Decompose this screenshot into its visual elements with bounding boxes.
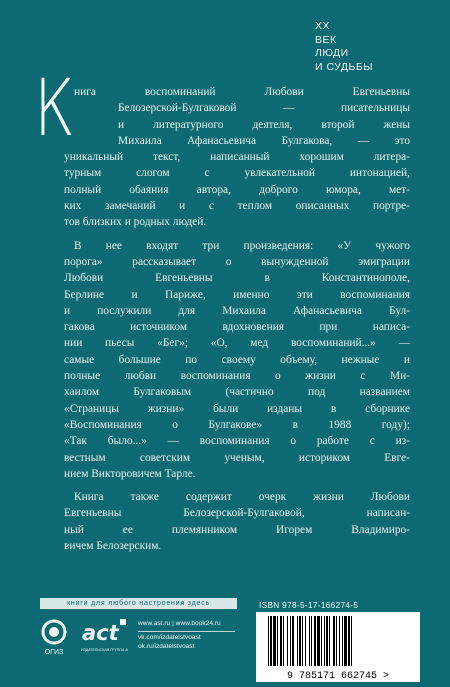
barcode-bar	[311, 616, 312, 666]
publisher-links	[138, 618, 235, 651]
barcode-bar	[277, 616, 278, 666]
text-line: Любови Евгеньевны в Константинополе,	[64, 272, 410, 285]
ogiz-logo-label: ОГИЗ	[44, 649, 64, 656]
text-line: турным слогом с увлекательной интонацией,	[64, 167, 410, 180]
paragraph-3	[64, 489, 410, 554]
text-line: ких замечаний и с теплом описанных портре-	[64, 200, 410, 213]
series-line-2: ВЕК	[315, 33, 337, 46]
text-line: ный ее племянником Игорем Владимиро-	[64, 523, 410, 536]
barcode-digits: 9 785171 662745 >	[286, 671, 390, 682]
barcode-bar	[280, 616, 282, 666]
text-line: и послужили для Михаила Афанасьевича Бул-	[64, 304, 410, 317]
slogan-banner: книги для любого настроения здесь	[40, 598, 237, 609]
text-line: Белозерской-Булгаковой — писательницы	[118, 102, 410, 115]
barcode-bar	[305, 616, 306, 666]
text-line: «Воспоминания о Булгакове» в 1988 году);	[64, 418, 410, 431]
text-line: Берлине и Париже, именно эти воспоминания	[64, 288, 410, 301]
annotation-text	[64, 84, 410, 554]
text-line: Евгеньевны Белозерской-Булгаковой, написан-	[64, 507, 410, 520]
ast-logo	[80, 618, 128, 658]
text-line: полный обаяния автора, доброго юмора, мет-	[64, 183, 410, 196]
text-line: хаилом Булгаковым (частично под названием	[64, 386, 410, 399]
barcode-bar	[344, 616, 347, 666]
barcode-bar	[348, 616, 350, 666]
barcode-bar	[326, 616, 328, 666]
isbn-label: ISBN 978-5-17-166274-5	[259, 600, 359, 610]
barcode-bar	[290, 616, 291, 666]
paragraph-2	[64, 238, 410, 482]
text-line: Книга также содержит очерк жизни Любови	[74, 491, 410, 504]
barcode-bar	[333, 616, 335, 666]
text-line: тов близких и родных людей.	[64, 216, 207, 229]
barcode-bar	[329, 616, 330, 666]
text-line: гакова источником вдохновения при написа-	[64, 321, 410, 334]
text-line: В нее входят три произведения: «У чужого	[74, 239, 410, 252]
series-line-3: ЛЮДИ	[315, 47, 349, 59]
vk-link[interactable]: vk.com/izdatelstvoast	[138, 634, 201, 641]
text-line: самые большие по своему объему, нежные и	[64, 353, 410, 366]
barcode-bar	[287, 616, 288, 666]
text-line: уникальный текст, написанный хорошим литера-	[64, 151, 410, 164]
barcode-bar	[342, 616, 343, 666]
text-line: «Так было...» — воспоминания о работе с из-	[64, 435, 410, 448]
paragraph-1	[64, 84, 410, 231]
barcode-bar	[270, 616, 272, 666]
website-link[interactable]: www.ast.ru | www.book24.ru	[138, 620, 221, 627]
ast-logo-label: act	[82, 621, 119, 645]
text-line: «Страницы жизни» были изданы в сборнике	[64, 402, 410, 415]
text-line: нием Викторовичем Тарле.	[64, 467, 196, 480]
barcode-bar	[321, 616, 322, 666]
barcode-bar	[283, 616, 284, 666]
barcode	[256, 612, 420, 682]
text-line: и литературного деятеля, второй жены	[118, 118, 410, 131]
text-line: вичем Белозерским.	[64, 540, 162, 553]
ok-link[interactable]: ok.ru/izdatelstvoast	[138, 643, 195, 650]
text-line: нига воспоминаний Любови Евгеньевны	[74, 86, 410, 98]
barcode-bar	[351, 616, 352, 666]
drop-cap: К	[34, 64, 75, 154]
barcode-bar	[302, 616, 303, 666]
barcode-bar	[314, 616, 316, 666]
series-line-1: XX	[315, 20, 331, 32]
barcode-bar	[339, 616, 340, 666]
barcode-bar	[299, 616, 301, 666]
barcode-bar	[273, 616, 276, 666]
ogiz-logo	[40, 618, 72, 658]
barcode-block	[256, 600, 420, 682]
divider	[138, 631, 235, 632]
text-line: полные любви воспоминания о жизни с Ми-	[64, 370, 410, 383]
barcode-bar	[292, 616, 294, 666]
barcode-bar	[268, 616, 269, 666]
barcode-bar	[297, 616, 298, 666]
series-line-4: И СУДЬБЫ	[315, 60, 374, 73]
text-line: вестным советским ученым, историком Евге-	[64, 451, 410, 464]
barcode-bar	[309, 616, 310, 666]
ast-logo-subtitle: ИЗДАТЕЛЬСКАЯ ГРУППА АСТ	[81, 648, 128, 652]
text-line: порога» рассказывает о вынужденной эмиграции	[64, 255, 410, 268]
barcode-bar	[324, 616, 325, 666]
barcode-bar	[317, 616, 320, 666]
series-title	[315, 20, 373, 74]
text-line: нии пьесы «Бег»; «О, мед воспоминаний...» —	[64, 337, 410, 350]
text-line: Михаила Афанасьевича Булгакова, — это	[118, 134, 410, 147]
barcode-bar	[336, 616, 337, 666]
